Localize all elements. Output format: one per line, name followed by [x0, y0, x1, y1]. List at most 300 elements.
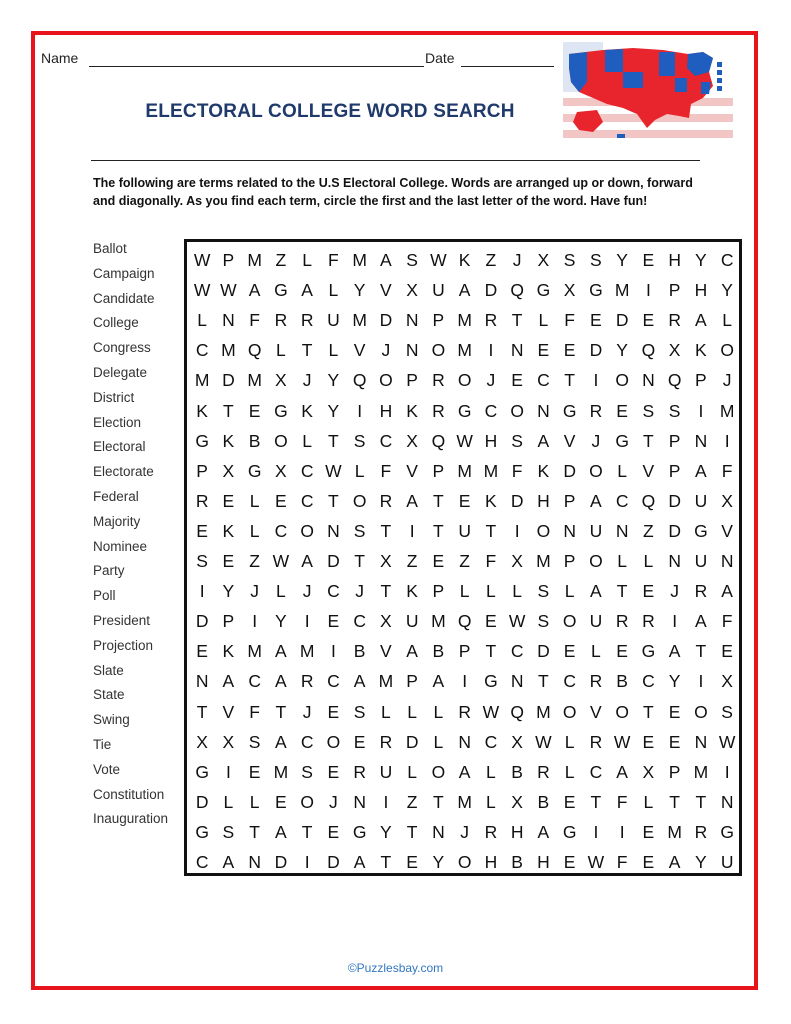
grid-letter[interactable]: E [353, 731, 366, 752]
grid-letter[interactable]: L [486, 761, 496, 782]
grid-letter[interactable]: J [302, 701, 312, 722]
grid-letter[interactable]: D [510, 490, 524, 511]
grid-letter[interactable]: M [457, 460, 472, 481]
grid-letter[interactable]: P [432, 460, 445, 481]
grid-letter[interactable]: P [432, 310, 445, 331]
grid-letter[interactable]: X [406, 430, 418, 451]
grid-letter[interactable]: F [380, 460, 392, 481]
grid-letter[interactable]: R [432, 370, 445, 391]
grid-letter[interactable]: P [668, 280, 681, 301]
grid-letter[interactable]: I [225, 761, 231, 782]
grid-letter[interactable]: Q [510, 701, 524, 722]
grid-letter[interactable]: O [431, 761, 446, 782]
date-field[interactable] [461, 66, 554, 67]
grid-letter[interactable]: L [197, 310, 208, 331]
grid-letter[interactable]: I [304, 852, 310, 872]
grid-letter[interactable]: F [564, 310, 575, 331]
grid-letter[interactable]: X [537, 250, 550, 270]
grid-letter[interactable]: O [300, 791, 314, 812]
grid-letter[interactable]: N [537, 400, 550, 421]
grid-letter[interactable]: L [433, 731, 444, 752]
grid-letter[interactable]: R [379, 731, 393, 752]
grid-letter[interactable]: I [252, 611, 258, 632]
grid-letter[interactable]: Z [406, 551, 418, 571]
grid-letter[interactable]: B [511, 761, 523, 782]
grid-letter[interactable]: N [720, 551, 734, 571]
grid-letter[interactable]: O [457, 852, 472, 872]
grid-letter[interactable]: R [589, 671, 603, 692]
grid-letter[interactable]: N [405, 310, 419, 331]
grid-letter[interactable]: M [378, 671, 394, 692]
grid-letter[interactable]: C [589, 761, 603, 782]
grid-letter[interactable]: O [536, 520, 551, 541]
grid-letter[interactable]: V [721, 520, 733, 541]
grid-letter[interactable]: U [589, 611, 603, 632]
grid-letter[interactable]: T [275, 701, 287, 722]
grid-letter[interactable]: I [698, 400, 704, 421]
grid-letter[interactable]: E [668, 701, 681, 722]
grid-letter[interactable]: W [193, 280, 211, 301]
grid-letter[interactable]: K [301, 400, 313, 421]
grid-letter[interactable]: H [484, 430, 498, 451]
grid-letter[interactable]: D [563, 460, 576, 481]
grid-letter[interactable]: S [301, 761, 313, 782]
grid-letter[interactable]: W [220, 280, 237, 301]
grid-letter[interactable]: P [222, 611, 235, 632]
grid-letter[interactable]: Y [668, 671, 681, 692]
grid-letter[interactable]: X [406, 280, 418, 301]
grid-letter[interactable]: W [456, 430, 473, 451]
grid-letter[interactable]: U [589, 520, 603, 541]
grid-letter[interactable]: W [613, 731, 631, 752]
grid-letter[interactable]: U [720, 852, 734, 872]
grid-letter[interactable]: D [222, 370, 235, 391]
grid-letter[interactable]: X [642, 761, 655, 782]
grid-letter[interactable]: B [248, 430, 261, 451]
grid-letter[interactable]: N [510, 340, 524, 361]
grid-letter[interactable]: S [353, 520, 366, 541]
grid-letter[interactable]: C [563, 671, 576, 692]
grid-letter[interactable]: E [327, 701, 340, 722]
grid-letter[interactable]: X [196, 731, 208, 752]
grid-letter[interactable]: F [249, 310, 260, 331]
grid-letter[interactable]: P [196, 460, 208, 481]
grid-letter[interactable]: H [510, 821, 524, 842]
grid-letter[interactable]: P [668, 460, 681, 481]
grid-letter[interactable]: O [352, 490, 367, 511]
grid-letter[interactable]: B [537, 791, 550, 812]
grid-letter[interactable]: A [695, 310, 707, 331]
grid-letter[interactable]: E [668, 731, 681, 752]
grid-letter[interactable]: F [721, 460, 733, 481]
grid-letter[interactable]: C [537, 370, 550, 391]
grid-letter[interactable]: I [593, 821, 599, 842]
grid-letter[interactable]: O [431, 340, 446, 361]
grid-letter[interactable]: R [668, 310, 681, 331]
grid-letter[interactable]: D [484, 280, 498, 301]
grid-letter[interactable]: D [589, 340, 603, 361]
grid-letter[interactable]: X [511, 791, 523, 812]
grid-letter[interactable]: T [406, 821, 418, 842]
grid-letter[interactable]: S [537, 611, 550, 632]
grid-letter[interactable]: X [511, 551, 523, 571]
grid-letter[interactable]: A [406, 490, 418, 511]
grid-letter[interactable]: R [458, 701, 471, 722]
grid-letter[interactable]: K [222, 520, 235, 541]
grid-letter[interactable]: T [328, 430, 339, 451]
grid-letter[interactable]: J [355, 581, 365, 602]
grid-letter[interactable]: C [195, 852, 209, 872]
grid-letter[interactable]: Q [457, 611, 472, 632]
grid-letter[interactable]: D [274, 852, 288, 872]
grid-letter[interactable]: D [668, 490, 681, 511]
grid-letter[interactable]: X [380, 551, 392, 571]
grid-letter[interactable]: G [562, 821, 577, 842]
grid-letter[interactable]: R [615, 611, 629, 632]
grid-letter[interactable]: G [195, 761, 209, 782]
grid-letter[interactable]: C [484, 731, 498, 752]
grid-letter[interactable]: R [589, 400, 603, 421]
grid-letter[interactable]: K [222, 430, 235, 451]
grid-letter[interactable]: L [486, 791, 496, 812]
grid-letter[interactable]: N [510, 671, 524, 692]
grid-letter[interactable]: V [353, 340, 366, 361]
grid-letter[interactable]: H [668, 250, 681, 270]
grid-letter[interactable]: E [563, 641, 576, 662]
grid-letter[interactable]: E [616, 641, 628, 662]
grid-letter[interactable]: P [563, 490, 576, 511]
grid-letter[interactable]: S [563, 250, 576, 270]
grid-letter[interactable]: M [431, 611, 446, 632]
grid-letter[interactable]: F [511, 460, 523, 481]
grid-letter[interactable]: A [668, 852, 681, 872]
grid-letter[interactable]: R [300, 671, 314, 692]
grid-letter[interactable]: P [668, 761, 681, 782]
grid-letter[interactable]: P [563, 551, 576, 571]
grid-letter[interactable]: H [537, 490, 550, 511]
grid-letter[interactable]: M [693, 761, 709, 782]
grid-letter[interactable]: J [329, 791, 338, 812]
grid-letter[interactable]: W [193, 250, 211, 270]
grid-letter[interactable]: M [247, 370, 262, 391]
grid-letter[interactable]: L [249, 520, 260, 541]
grid-letter[interactable]: E [406, 852, 418, 872]
grid-letter[interactable]: W [272, 551, 290, 571]
grid-letter[interactable]: X [222, 731, 235, 752]
grid-letter[interactable]: L [381, 701, 391, 722]
grid-letter[interactable]: E [248, 761, 261, 782]
grid-letter[interactable]: T [616, 581, 628, 602]
grid-letter[interactable]: X [721, 490, 733, 511]
grid-letter[interactable]: X [222, 460, 235, 481]
grid-letter[interactable]: E [196, 520, 208, 541]
grid-letter[interactable]: M [536, 701, 551, 722]
grid-letter[interactable]: R [642, 611, 655, 632]
grid-letter[interactable]: L [407, 701, 418, 722]
grid-letter[interactable]: G [536, 280, 551, 301]
grid-letter[interactable]: F [485, 551, 497, 571]
grid-letter[interactable]: I [199, 581, 205, 602]
grid-letter[interactable]: J [381, 340, 391, 361]
grid-letter[interactable]: A [432, 671, 445, 692]
grid-letter[interactable]: J [512, 250, 522, 270]
grid-letter[interactable]: E [642, 852, 655, 872]
grid-letter[interactable]: F [616, 791, 628, 812]
grid-letter[interactable]: X [668, 340, 681, 361]
grid-letter[interactable]: M [247, 250, 262, 270]
grid-letter[interactable]: S [590, 250, 602, 270]
grid-letter[interactable]: P [432, 581, 445, 602]
grid-letter[interactable]: W [482, 701, 500, 722]
grid-letter[interactable]: X [721, 671, 733, 692]
grid-letter[interactable]: F [721, 611, 733, 632]
grid-letter[interactable]: A [458, 280, 471, 301]
grid-letter[interactable]: I [330, 641, 336, 662]
grid-letter[interactable]: C [274, 520, 288, 541]
grid-letter[interactable]: T [223, 400, 234, 421]
grid-letter[interactable]: L [249, 791, 260, 812]
grid-letter[interactable]: N [432, 821, 445, 842]
grid-letter[interactable]: V [642, 460, 655, 481]
grid-letter[interactable]: I [462, 671, 468, 692]
grid-letter[interactable]: W [430, 250, 447, 270]
grid-letter[interactable]: I [357, 400, 363, 421]
grid-letter[interactable]: L [643, 551, 654, 571]
grid-letter[interactable]: O [326, 731, 341, 752]
grid-letter[interactable]: A [590, 581, 602, 602]
grid-letter[interactable]: C [379, 430, 393, 451]
grid-letter[interactable]: C [248, 671, 261, 692]
grid-letter[interactable]: X [563, 280, 576, 301]
grid-letter[interactable]: O [457, 370, 472, 391]
grid-letter[interactable]: S [406, 250, 418, 270]
grid-letter[interactable]: H [484, 852, 498, 872]
grid-letter[interactable]: B [432, 641, 445, 662]
grid-letter[interactable]: Q [247, 340, 262, 361]
grid-letter[interactable]: M [352, 310, 367, 331]
grid-letter[interactable]: E [563, 340, 576, 361]
grid-letter[interactable]: T [643, 430, 654, 451]
grid-letter[interactable]: J [302, 581, 312, 602]
grid-letter[interactable]: K [485, 490, 497, 511]
grid-letter[interactable]: C [300, 490, 314, 511]
grid-letter[interactable]: E [485, 611, 497, 632]
grid-letter[interactable]: A [406, 641, 418, 662]
grid-letter[interactable]: N [642, 370, 655, 391]
grid-letter[interactable]: T [301, 821, 313, 842]
grid-letter[interactable]: I [593, 370, 599, 391]
grid-letter[interactable]: Y [432, 852, 445, 872]
grid-letter[interactable]: A [353, 852, 366, 872]
grid-letter[interactable]: L [643, 791, 654, 812]
grid-letter[interactable]: Q [667, 370, 682, 391]
grid-letter[interactable]: L [328, 280, 339, 301]
grid-letter[interactable]: E [511, 370, 523, 391]
grid-letter[interactable]: L [538, 310, 549, 331]
grid-letter[interactable]: O [510, 400, 524, 421]
grid-letter[interactable]: C [615, 490, 629, 511]
grid-letter[interactable]: V [380, 641, 392, 662]
grid-letter[interactable]: Y [695, 250, 707, 270]
grid-letter[interactable]: O [615, 701, 629, 722]
grid-letter[interactable]: N [353, 791, 366, 812]
grid-letter[interactable]: I [383, 791, 389, 812]
grid-letter[interactable]: A [275, 821, 287, 842]
grid-letter[interactable]: J [670, 581, 680, 602]
grid-letter[interactable]: E [590, 310, 602, 331]
grid-letter[interactable]: N [222, 310, 235, 331]
grid-letter[interactable]: M [483, 460, 499, 481]
grid-letter[interactable]: K [537, 460, 550, 481]
grid-letter[interactable]: T [695, 791, 707, 812]
grid-letter[interactable]: L [276, 340, 286, 361]
grid-letter[interactable]: L [302, 250, 313, 270]
grid-letter[interactable]: N [248, 852, 261, 872]
grid-letter[interactable]: F [616, 852, 628, 872]
grid-letter[interactable]: M [299, 641, 315, 662]
grid-letter[interactable]: N [668, 551, 681, 571]
grid-letter[interactable]: S [353, 430, 366, 451]
grid-letter[interactable]: I [619, 821, 625, 842]
grid-letter[interactable]: O [589, 460, 603, 481]
grid-letter[interactable]: P [222, 250, 235, 270]
grid-letter[interactable]: D [195, 611, 209, 632]
grid-letter[interactable]: W [325, 460, 342, 481]
grid-letter[interactable]: R [353, 761, 366, 782]
grid-letter[interactable]: G [589, 280, 603, 301]
grid-letter[interactable]: A [695, 611, 707, 632]
grid-letter[interactable]: D [327, 551, 340, 571]
grid-letter[interactable]: O [300, 520, 314, 541]
grid-letter[interactable]: L [407, 761, 418, 782]
grid-letter[interactable]: C [195, 340, 209, 361]
grid-letter[interactable]: Q [352, 370, 367, 391]
grid-letter[interactable]: R [484, 310, 498, 331]
grid-letter[interactable]: A [222, 671, 235, 692]
grid-letter[interactable]: K [458, 250, 471, 270]
grid-letter[interactable]: V [380, 280, 392, 301]
grid-letter[interactable]: E [642, 581, 655, 602]
grid-letter[interactable]: A [301, 280, 313, 301]
grid-letter[interactable]: G [274, 400, 288, 421]
grid-letter[interactable]: W [718, 731, 736, 752]
grid-letter[interactable]: G [641, 641, 656, 662]
grid-letter[interactable]: E [275, 791, 287, 812]
grid-letter[interactable]: V [590, 701, 602, 722]
grid-letter[interactable]: Z [485, 250, 497, 270]
grid-letter[interactable]: I [645, 280, 651, 301]
grid-letter[interactable]: A [590, 490, 602, 511]
grid-letter[interactable]: R [589, 731, 603, 752]
grid-letter[interactable]: T [249, 821, 260, 842]
grid-letter[interactable]: L [354, 460, 365, 481]
grid-letter[interactable]: R [379, 490, 393, 511]
grid-letter[interactable]: D [615, 310, 629, 331]
grid-letter[interactable]: O [589, 551, 603, 571]
grid-letter[interactable]: J [591, 430, 601, 451]
grid-letter[interactable]: P [458, 641, 471, 662]
grid-letter[interactable]: G [457, 400, 472, 421]
grid-letter[interactable]: U [694, 551, 708, 571]
grid-letter[interactable]: Y [327, 370, 340, 391]
grid-letter[interactable]: Z [643, 520, 654, 541]
grid-letter[interactable]: E [642, 250, 655, 270]
grid-letter[interactable]: U [379, 761, 393, 782]
grid-letter[interactable]: M [667, 821, 682, 842]
grid-letter[interactable]: E [537, 340, 550, 361]
grid-letter[interactable]: A [275, 641, 287, 662]
grid-letter[interactable]: N [694, 731, 708, 752]
grid-letter[interactable]: L [223, 791, 234, 812]
grid-letter[interactable]: T [511, 310, 523, 331]
grid-letter[interactable]: L [249, 490, 260, 511]
grid-letter[interactable]: E [222, 551, 235, 571]
grid-letter[interactable]: M [457, 340, 472, 361]
grid-letter[interactable]: H [537, 852, 550, 872]
grid-letter[interactable]: A [721, 581, 733, 602]
grid-letter[interactable]: L [564, 581, 575, 602]
grid-letter[interactable]: S [511, 430, 523, 451]
grid-letter[interactable]: R [274, 310, 288, 331]
grid-letter[interactable]: D [668, 520, 681, 541]
grid-letter[interactable]: X [275, 460, 287, 481]
grid-letter[interactable]: G [615, 430, 629, 451]
grid-letter[interactable]: L [591, 641, 601, 662]
grid-letter[interactable]: A [380, 250, 392, 270]
grid-letter[interactable]: M [719, 400, 735, 421]
grid-letter[interactable]: E [642, 310, 655, 331]
grid-letter[interactable]: T [669, 791, 680, 812]
grid-letter[interactable]: G [195, 821, 209, 842]
grid-letter[interactable]: T [433, 490, 444, 511]
grid-letter[interactable]: M [221, 340, 236, 361]
grid-letter[interactable]: I [304, 611, 310, 632]
grid-letter[interactable]: T [485, 641, 497, 662]
grid-letter[interactable]: J [250, 581, 260, 602]
grid-letter[interactable]: T [564, 370, 575, 391]
grid-letter[interactable]: T [433, 520, 444, 541]
grid-letter[interactable]: T [328, 490, 339, 511]
grid-letter[interactable]: X [380, 611, 392, 632]
grid-letter[interactable]: Z [406, 791, 418, 812]
grid-letter[interactable]: F [328, 250, 339, 270]
grid-letter[interactable]: K [695, 340, 707, 361]
grid-letter[interactable]: A [222, 852, 235, 872]
grid-letter[interactable]: C [327, 671, 340, 692]
grid-letter[interactable]: Q [510, 280, 524, 301]
grid-letter[interactable]: T [354, 551, 365, 571]
grid-letter[interactable]: E [432, 551, 445, 571]
grid-letter[interactable]: A [616, 761, 628, 782]
grid-letter[interactable]: R [537, 761, 550, 782]
grid-letter[interactable]: L [433, 701, 444, 722]
grid-letter[interactable]: N [720, 791, 734, 812]
grid-letter[interactable]: R [300, 310, 314, 331]
grid-letter[interactable]: M [536, 551, 551, 571]
grid-letter[interactable]: G [562, 400, 577, 421]
grid-letter[interactable]: X [275, 370, 287, 391]
grid-letter[interactable]: G [352, 821, 367, 842]
grid-letter[interactable]: G [247, 460, 262, 481]
grid-letter[interactable]: Y [616, 340, 628, 361]
grid-letter[interactable]: M [247, 641, 262, 662]
grid-letter[interactable]: S [353, 701, 366, 722]
grid-letter[interactable]: A [458, 761, 471, 782]
grid-letter[interactable]: E [642, 821, 655, 842]
grid-letter[interactable]: D [405, 731, 419, 752]
grid-letter[interactable]: U [327, 310, 340, 331]
grid-letter[interactable]: T [196, 701, 208, 722]
